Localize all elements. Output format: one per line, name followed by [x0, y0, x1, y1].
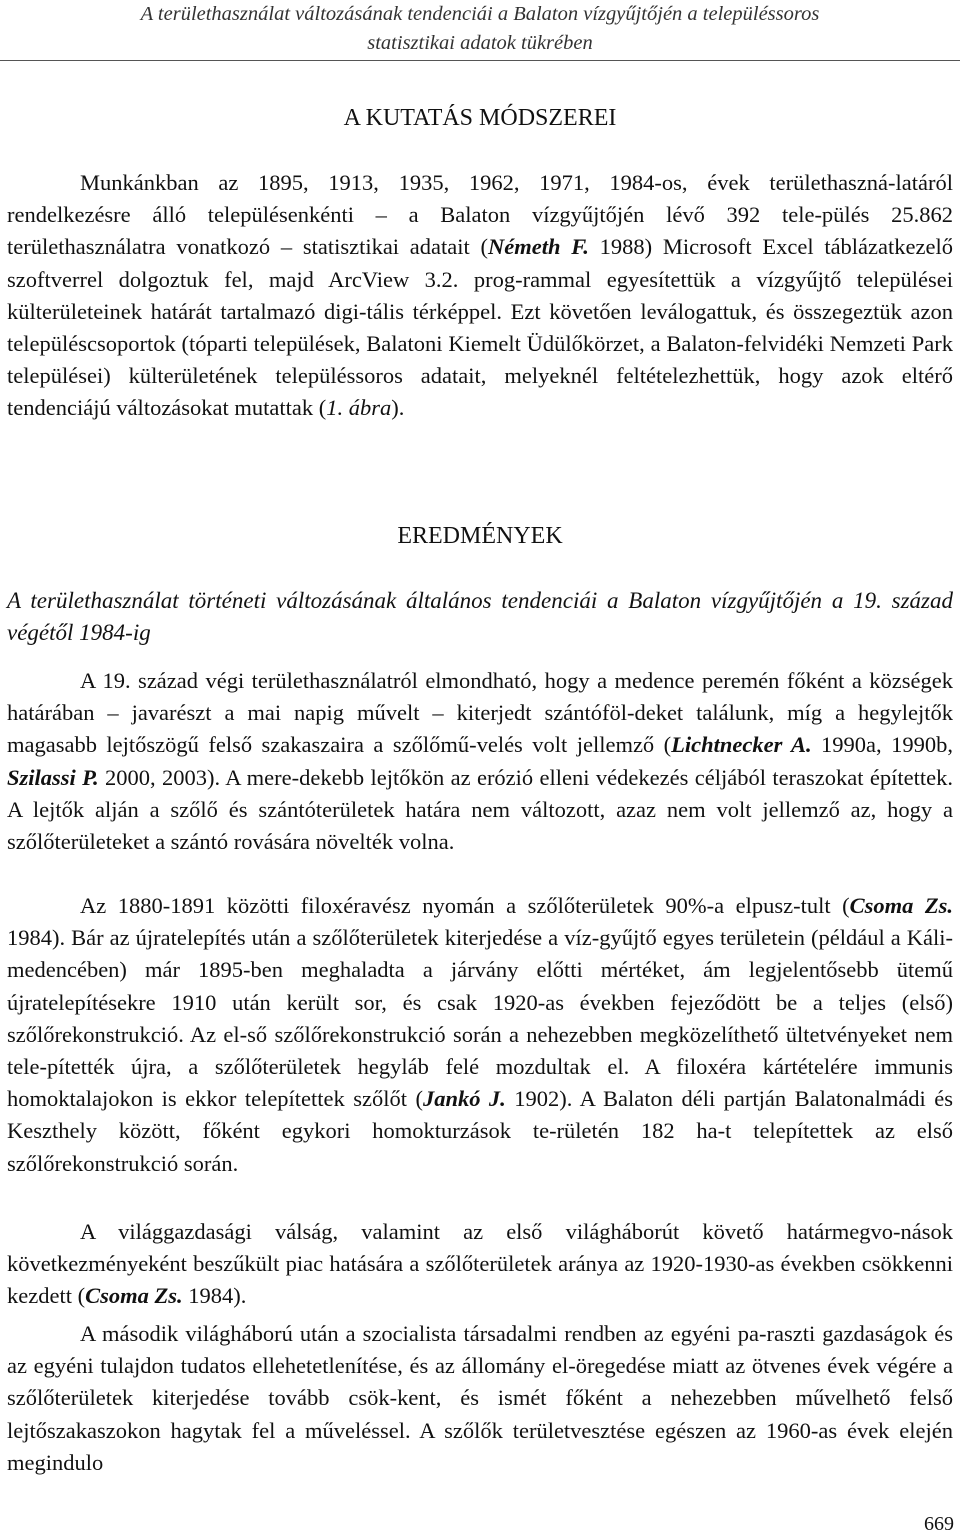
methods-text-3: ). — [391, 395, 405, 421]
citation-csoma: Csoma Zs. — [849, 893, 954, 918]
results-paragraph-3 — [7, 1216, 953, 1313]
results-paragraph-4: A második világháború után a szocialista társadalmi rendben az egyéni pa-raszti gazdaságok és az egyéni tulajdon tudatos ellehetetlenítése, és az állomány el-öregedése miatt az ötvenes évek végére a szőlőterületek kiterjedése tovább csök-kent, és ismét főként a nehezebben művelhető felső lejtőszakaszokon hagytak fel a műveléssel. A szőlők területvesztése egészen az 1960-as évek elején megindulo — [7, 1321, 953, 1475]
figure-reference: 1. ábra — [326, 395, 392, 421]
results-p2-text-3: 1902). A Balaton déli partján Balatonalmádi és Keszthely között, főként egykori homokturzások te-rületén 182 ha-t telepítettek az első szőlőrekonstrukció során. — [7, 1086, 954, 1176]
running-header-line2: statisztikai adatok tükrében — [367, 32, 593, 54]
citation-lichtnecker: Lichtnecker A. — [671, 732, 812, 758]
results-subheading: A területhasználat történeti változásának általános tendenciái a Balaton vízgyűjtőjén a 19. század végétől 1984-ig — [7, 588, 953, 645]
results-p1-text-3: 2000, 2003). A mere-dekebb lejtőkön az erózió elleni védekezés céljából teraszokat építettek. A lejtők alján a szőlő és szántóterületek határa nem változott, azaz nem volt jellemző az, hogy a szőlőterületeket a szántó rovására növelték volna. — [7, 764, 953, 855]
section-title-methods: A KUTATÁS MÓDSZEREI — [343, 105, 617, 131]
methods-paragraph — [7, 167, 953, 425]
section-title-results: EREDMÉNYEK — [397, 523, 563, 549]
running-header-line1: A területhasználat változásának tendenciái a Balaton vízgyűjtőjén a településsoros — [140, 3, 820, 25]
citation-csoma-2: Csoma Zs. — [85, 1283, 183, 1309]
results-p1-text-1: A 19. század végi területhasználatról elmondható, hogy a medence peremén főként a községek határában – javarészt a mai napig művelt – kiterjedt szántóföl-deket találunk, míg a hegylejtők magasabb lejtőszögű felső szakaszaira a szőlőmű-velés volt jellemző ( — [7, 668, 953, 758]
results-p1-text-2: 1990a, 1990b, — [811, 732, 953, 758]
methods-text-2: 1988) Microsoft Excel táblázatkezelő szoftverrel dolgoztuk fel, majd ArcView 3.2. prog-rammal egyesítettük a vízgyűjtő települései külterületeinek határát tartalmazó digi-tális térképpel. Ezt követően leválogattuk, és összegeztük azon településcsoportok (tóparti települések, Balatoni Kiemelt Üdülőkörzet, a Balaton-felvidéki Nemzeti Park települései) külterületének településsoros adatait, melyeknél feltételezhettük, hogy azok eltérő tendenciájú változásokat mutattak ( — [7, 234, 953, 421]
results-paragraph-1 — [7, 665, 953, 858]
methods-text-1: Munkánkban az 1895, 1913, 1935, 1962, 1971, 1984-os, évek területhaszná-latáról rendelkezésre álló településenkénti – a Balaton vízgyűjtőjén lévő 392 tele-pülés 25.862 területhasználatra vonatkozó – statisztikai adatait ( — [7, 170, 953, 260]
results-p3-text-1: A világgazdasági válság, valamint az első világháborút követő határmegvo-nások következményeként beszűkült piac hatására a szőlőterületek aránya az 1920-1930-as években csökkenni kezdett ( — [7, 1219, 953, 1309]
results-p3-text-2: 1984). — [182, 1283, 247, 1309]
results-p2-text-2: 1984). Bár az újratelepítés után a szőlőterületek kiterjedése a víz-gyűjtő egyes területein (például a Káli-medencében) már 1895-ben meghaladta a járvány előtti mértéket, ám legjelentősebb ütemű újratelepítésekre 1910 után került sor, és csak 1920-as években fejeződött be a teljes (első) szőlőrekonstrukció. Az el-ső szőlőrekonstrukció során a nehezebben megközelíthető ültetvényeket nem tele-pítették újra, a szőlőterületek hegyláb felé mozdultak el. A filoxéra kártételére immunis homoktalajokon is ekkor telepítettek szőlőt ( — [7, 925, 953, 1112]
running-header — [0, 0, 960, 58]
results-paragraph-2 — [7, 890, 953, 1180]
citation-janko: Jankó J. — [422, 1086, 506, 1112]
citation-szilassi: Szilassi P. — [7, 764, 99, 790]
page-number: 669 — [924, 1513, 954, 1535]
citation-nemeth: Németh F. — [487, 234, 589, 260]
header-divider — [0, 60, 960, 61]
results-p2-text-1: Az 1880-1891 közötti filoxéravész nyomán a szőlőterületek 90%-a elpusz-tult ( — [80, 893, 850, 918]
